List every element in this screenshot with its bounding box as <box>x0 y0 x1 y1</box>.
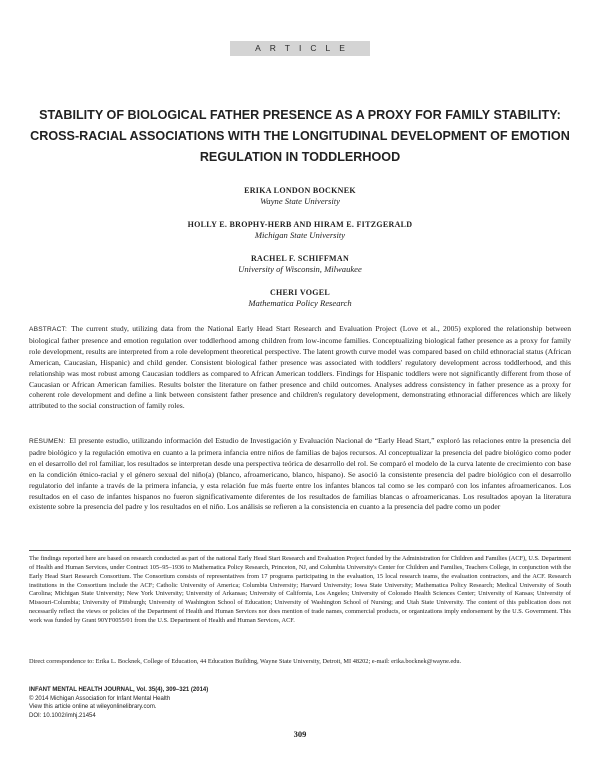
resumen <box>29 436 571 513</box>
author-name: ERIKA LONDON BOCKNEK <box>244 186 356 195</box>
author-name: RACHEL F. SCHIFFMAN <box>250 254 350 263</box>
article-title: STABILITY OF BIOLOGICAL FATHER PRESENCE AS A PROXY FOR FAMILY STABILITY: CROSS-RACIAL ASSOCIATIONS WITH THE LONGITUDINAL DEVELOPMENT OF EMOTION REGULATION IN TODDLERHOOD <box>30 108 570 164</box>
correspondence-note: Direct correspondence to: Erika L. Bocknek, College of Education, 44 Education Building, Wayne State University, Detroit, MI 48202; e-mail: erika.bocknek@wayne.edu. <box>29 658 462 665</box>
doi-line[interactable]: DOI: 10.1002/imhj.21454 <box>29 712 96 719</box>
journal-citation: INFANT MENTAL HEALTH JOURNAL, Vol. 35(4), 309–321 (2014) <box>29 687 209 693</box>
resumen-text: El presente estudio, utilizando información del Estudio de Investigación y Evaluación Nacional de “Early Head Start,” exploró las relaciones entre la presencia del padre biológico y la regulación emotiva en cuanto a la primera infancia entre niños de familias de bajos recursos. Al conceptualizar la presencia del padre biológico como poder en el desarrollo del rol familiar, los resultados se interpretan desde una perspectiva teórica de desarrollo del rol. Se comparó el modelo de la curva latente de crecimiento con base en la condición étnico-racial y el género sexual del niño(a) (blanco, afroamericano, blanco, hispano). Se asoció la consistente presencia del padre biológico con el desarrollo regulatorio del infante a través de la primera infancia, y esta relación fue más fuerte entre los infantes blancos tal como se les comparó con los infantes afroamericanos. Los resultados en el caso de infantes hispanos no fueron significativamente diferentes de los resultados de familias blancas o afroamericanas. Los resultados apoyan la literatura existente sobre la presencia del padre y los resultados en el niño. Los análisis se refieren a la consistencia en cuanto a la presencia del padre como un poder <box>29 436 571 512</box>
author-block <box>60 219 540 241</box>
abstract <box>29 324 571 412</box>
author-affiliation: University of Wisconsin, Milwaukee <box>238 264 362 274</box>
author-affiliation: Mathematica Policy Research <box>248 298 352 308</box>
resumen-label: RESUMEN: <box>29 438 66 445</box>
funding-footnote: The findings reported here are based on research conducted as part of the national Early Head Start Research and Evaluation Project funded by the Administration for Children and Families (ACF), U.S. Department of Health and Human Services, under Contract 105–95–1936 to Mathematica Policy Research, Princeton, NJ, and Columbia University's Center for Children and Families, Teachers College, in conjunction with the Early Head Start Research Consortium. The Consortium consists of representatives from 17 programs participating in the evaluation, 15 local research teams, the evaluation contractors, and the ACF. Research institutions in the Consortium include the ACF; Catholic University of America; Columbia University; Harvard University; Iowa State University; Mathematica Policy Research; Medical University of South Carolina; Michigan State University; New York University; University of Arkansas; University of California, Los Angeles; University of Colorado Health Sciences Center; University of Kansas; University of Missouri-Columbia; University of Pittsburgh; University of Washington School of Education; University of Washington School of Nursing; and Utah State University. The content of this publication does not necessarily reflect the views or policies of the Department of Health and Human Services nor does mention of trade names, commercial products, or organizations imply endorsement by the U.S. Government. This work was funded by Grant 90YF0055/01 from the U.S. Department of Health and Human Services, ACF. <box>29 555 571 624</box>
author-name: HOLLY E. BROPHY-HERB AND HIRAM E. FITZGERALD <box>187 220 413 229</box>
journal-info <box>29 686 349 720</box>
author-affiliation: Wayne State University <box>260 196 340 206</box>
author-name: CHERI VOGEL <box>269 288 331 297</box>
author-block <box>60 185 540 207</box>
footnote-divider <box>29 550 571 551</box>
author-list <box>60 185 540 321</box>
page-number: 309 <box>293 729 307 739</box>
author-block <box>60 287 540 309</box>
abstract-text: The current study, utilizing data from the National Early Head Start Research and Evaluation Project (Love et al., 2005) explored the relationship between biological father presence and emotion regulation over toddlerhood among children from low-income families. Conceptualizing biological father presence as a proxy for family role development, results are interpreted from a role development theoretical perspective. The latent growth curve model was compared based on child ethnoracial status (African American, Caucasian, Hispanic) and child gender. Consistent biological father presence was associated with toddlers' regulatory development across toddlerhood, and this relationship was most robust among Caucasian toddlers as compared to African American toddlers. Findings for Hispanic toddlers were not significantly different from those of Caucasian or African American families. Results bolster the literature on father presence and child outcomes. Analyses address consistency in father presence as a proxy for coherent role development and define a link between consistent father presence and children's regulatory development, demonstrating ethnoracial differences which are likely attributed to the social construction of family roles. <box>29 324 571 411</box>
copyright-line: © 2014 Michigan Association for Infant Mental Health <box>29 695 171 702</box>
online-link[interactable]: View this article online at wileyonlinelibrary.com. <box>29 704 157 711</box>
author-affiliation: Michigan State University <box>254 230 346 240</box>
author-block <box>60 253 540 275</box>
article-section-label: ARTICLE <box>230 41 370 56</box>
abstract-label: ABSTRACT: <box>29 326 68 333</box>
